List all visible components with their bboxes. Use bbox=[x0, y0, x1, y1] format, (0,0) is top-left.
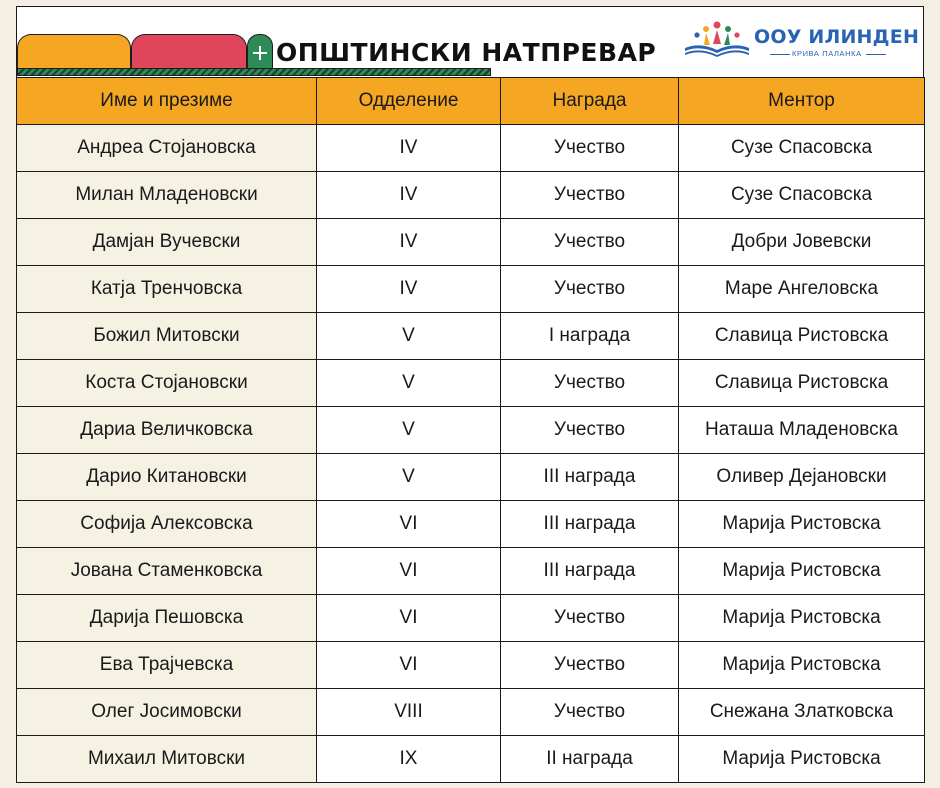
grade-cell: IV bbox=[317, 266, 501, 313]
grade-cell: VI bbox=[317, 501, 501, 548]
results-table bbox=[16, 77, 925, 783]
table-row bbox=[17, 313, 925, 360]
mentor-cell: Марија Ристовска bbox=[679, 595, 925, 642]
plus-icon bbox=[251, 44, 269, 62]
grade-cell: VIII bbox=[317, 689, 501, 736]
grade-cell: V bbox=[317, 313, 501, 360]
grade-cell: VI bbox=[317, 595, 501, 642]
decorative-tab-red bbox=[131, 34, 247, 70]
decorative-tab-green bbox=[247, 34, 273, 70]
grade-cell: IV bbox=[317, 125, 501, 172]
table-row bbox=[17, 407, 925, 454]
award-cell: Учество bbox=[501, 642, 679, 689]
table-row bbox=[17, 125, 925, 172]
table-row bbox=[17, 266, 925, 313]
award-cell: Учество bbox=[501, 360, 679, 407]
award-cell: Учество bbox=[501, 219, 679, 266]
award-cell: Учество bbox=[501, 595, 679, 642]
grade-cell: V bbox=[317, 360, 501, 407]
award-cell: Учество bbox=[501, 689, 679, 736]
school-name: ООУ ИЛИНДЕН bbox=[754, 26, 920, 48]
mentor-cell: Марија Ристовска bbox=[679, 736, 925, 783]
column-header-name: Име и презиме bbox=[17, 78, 317, 125]
school-logo-icon bbox=[682, 20, 752, 62]
grade-cell: V bbox=[317, 407, 501, 454]
student-name-cell: Дарио Китановски bbox=[17, 454, 317, 501]
table-row bbox=[17, 689, 925, 736]
award-cell: I награда bbox=[501, 313, 679, 360]
column-header-grade: Одделение bbox=[317, 78, 501, 125]
page-title: ОПШТИНСКИ НАТПРЕВАР bbox=[276, 38, 657, 67]
mentor-cell: Наташа Младеновска bbox=[679, 407, 925, 454]
student-name-cell: Ева Трајчевска bbox=[17, 642, 317, 689]
mentor-cell: Оливер Дејановски bbox=[679, 454, 925, 501]
school-logo bbox=[682, 20, 918, 62]
table-row bbox=[17, 595, 925, 642]
grade-cell: VI bbox=[317, 642, 501, 689]
student-name-cell: Дариа Величковска bbox=[17, 407, 317, 454]
student-name-cell: Јована Стаменковска bbox=[17, 548, 317, 595]
student-name-cell: Андреа Стојановска bbox=[17, 125, 317, 172]
table-row bbox=[17, 172, 925, 219]
student-name-cell: Коста Стојановски bbox=[17, 360, 317, 407]
student-name-cell: Олег Јосимовски bbox=[17, 689, 317, 736]
decorative-tab-yellow bbox=[17, 34, 131, 70]
award-cell: Учество bbox=[501, 172, 679, 219]
mentor-cell: Снежана Златковска bbox=[679, 689, 925, 736]
grade-cell: VI bbox=[317, 548, 501, 595]
table-row bbox=[17, 360, 925, 407]
student-name-cell: Дарија Пешовска bbox=[17, 595, 317, 642]
mentor-cell: Марија Ристовска bbox=[679, 501, 925, 548]
table-header-row bbox=[17, 78, 925, 125]
table-row bbox=[17, 219, 925, 266]
table-row bbox=[17, 736, 925, 783]
award-cell: II награда bbox=[501, 736, 679, 783]
student-name-cell: Милан Младеновски bbox=[17, 172, 317, 219]
award-cell: Учество bbox=[501, 266, 679, 313]
table-row bbox=[17, 501, 925, 548]
decorative-stripe bbox=[17, 68, 491, 76]
mentor-cell: Сузе Спасовска bbox=[679, 172, 925, 219]
award-cell: III награда bbox=[501, 501, 679, 548]
mentor-cell: Марија Ристовска bbox=[679, 548, 925, 595]
mentor-cell: Сузе Спасовска bbox=[679, 125, 925, 172]
table-row bbox=[17, 548, 925, 595]
student-name-cell: Дамјан Вучевски bbox=[17, 219, 317, 266]
mentor-cell: Славица Ристовска bbox=[679, 360, 925, 407]
grade-cell: IV bbox=[317, 219, 501, 266]
table-row bbox=[17, 454, 925, 501]
mentor-cell: Марија Ристовска bbox=[679, 642, 925, 689]
student-name-cell: Катја Тренчовска bbox=[17, 266, 317, 313]
table-row bbox=[17, 642, 925, 689]
mentor-cell: Добри Јовевски bbox=[679, 219, 925, 266]
grade-cell: IV bbox=[317, 172, 501, 219]
student-name-cell: Михаил Митовски bbox=[17, 736, 317, 783]
award-cell: III награда bbox=[501, 454, 679, 501]
award-cell: Учество bbox=[501, 407, 679, 454]
school-city: КРИВА ПАЛАНКА bbox=[792, 49, 862, 58]
grade-cell: IX bbox=[317, 736, 501, 783]
student-name-cell: Божил Митовски bbox=[17, 313, 317, 360]
grade-cell: V bbox=[317, 454, 501, 501]
column-header-award: Награда bbox=[501, 78, 679, 125]
student-name-cell: Софија Алексовска bbox=[17, 501, 317, 548]
award-cell: III награда bbox=[501, 548, 679, 595]
mentor-cell: Маре Ангеловска bbox=[679, 266, 925, 313]
column-header-mentor: Ментор bbox=[679, 78, 925, 125]
mentor-cell: Славица Ристовска bbox=[679, 313, 925, 360]
award-cell: Учество bbox=[501, 125, 679, 172]
